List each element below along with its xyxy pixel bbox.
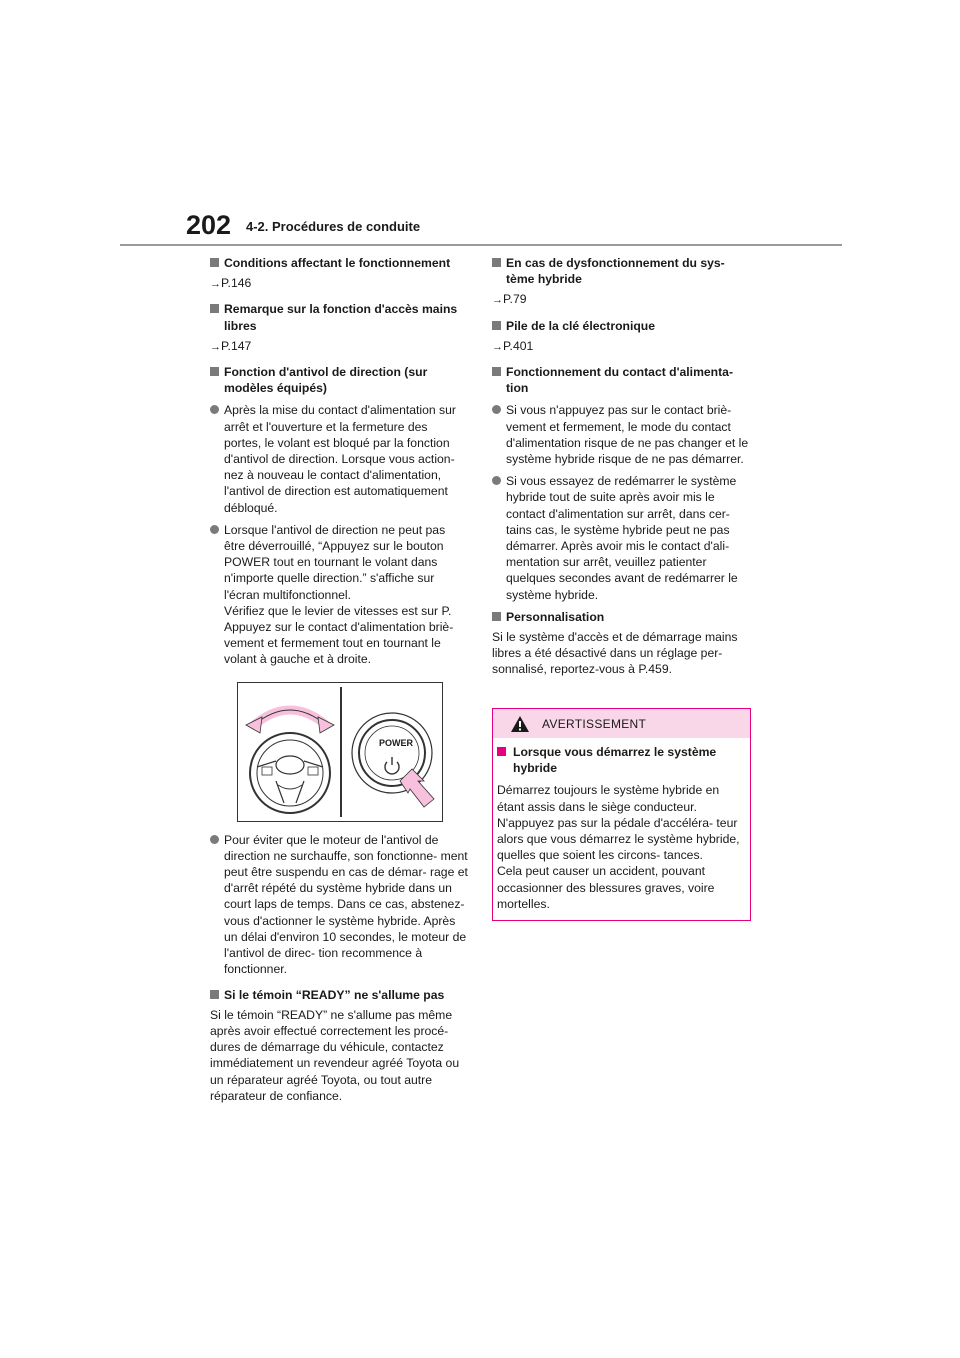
figure-divider: [340, 687, 342, 817]
heading-conditions: Conditions affectant le fonctionnement: [210, 255, 468, 271]
warning-box: [492, 708, 751, 921]
warning-text-1: Démarrez toujours le système hybride en étant assis dans le siège conducteur. N'appuyez pas sur la pédale d'accéléra- teur alors que vous démarrez le système hybride, quelles que soient les circons- tances.: [497, 783, 740, 863]
warning-title: AVERTISSEMENT: [542, 717, 647, 731]
section-title: 4-2. Procédures de conduite: [246, 219, 421, 234]
heading-personnalisation: Personnalisation: [492, 609, 750, 625]
heading-antivol: Fonction d'antivol de direction (sur modèles équipés): [210, 364, 468, 396]
bullet-antivol-3: Pour éviter que le moteur de l'antivol de direction ne surchauffe, son fonctionne- ment peut être suspendu en cas de démar- rage et d'arrêt répété du système hybride dans un court laps de temps. Dans ce cas, abstenez-vous d'actionner le système hybride. Après un délai d'environ 10 secondes, le moteur de l'antivol de direc- tion recommence à fonctionner.: [210, 832, 468, 978]
power-label: POWER: [379, 737, 414, 748]
left-column: [210, 255, 468, 1104]
bullet-contact-1: Si vous n'appuyez pas sur le contact briè- vement et fermement, le mode du contact d'alimentation risque de ne pas changer et le système hybride risque de ne pas démarrer.: [492, 402, 750, 467]
arrow-icon: →: [210, 340, 221, 353]
steering-power-illustration: [237, 682, 443, 822]
power-button-icon: [344, 685, 440, 821]
page-number: 202: [186, 210, 232, 240]
arrow-icon: →: [492, 294, 503, 307]
paragraph-ready: Si le témoin “READY” ne s'allume pas même après avoir effectué correctement les procé- dures de démarrage du véhicule, contactez immédiatement un revendeur agréé Toyota ou un réparateur agréé Toyota, ou tout autre réparateur de confiance.: [210, 1007, 460, 1103]
warning-header: [493, 709, 750, 738]
steering-wheel-icon: [240, 685, 340, 821]
reference-146: →P.146: [210, 276, 252, 291]
right-column: [492, 255, 750, 678]
bullet-antivol-2: Lorsque l'antivol de direction ne peut pas être déverrouillé, “Appuyez sur le bouton POWER tout en tournant le volant dans n'importe quelle direction.” s'affiche sur l'écran multifonctionnel. Vérifiez que le levier de vitesses est sur P. Appuyez sur le contact d'alimentation briè- vement et fermement tout en tournant le volant à gauche et à droite.: [210, 522, 468, 668]
heading-ready: Si le témoin “READY” ne s'allume pas: [210, 987, 468, 1003]
header-divider: [120, 244, 842, 246]
reference-79: →P.79: [492, 292, 527, 307]
arrow-icon: →: [492, 340, 503, 353]
reference-401: →P.401: [492, 338, 534, 353]
reference-147: →P.147: [210, 338, 252, 353]
bullet-antivol-1: Après la mise du contact d'alimentation sur arrêt et l'ouverture et la fermeture des portes, le volant est bloqué par la fonction d'antivol de direction. Lorsque vous action- nez à nouveau le contact d'alimentation, l'antivol de direction est automatiquement débloqué.: [210, 402, 468, 515]
heading-pile: Pile de la clé électronique: [492, 318, 750, 334]
warning-triangle-icon: [510, 715, 530, 733]
warning-heading: Lorsque vous démarrez le système hybride: [497, 744, 746, 776]
heading-contact: Fonctionnement du contact d'alimenta- tion: [492, 364, 750, 396]
paragraph-personnalisation: Si le système d'accès et de démarrage mains libres a été désactivé dans un réglage per- sonnalisé, reportez-vous à P.459.: [492, 630, 738, 677]
arrow-icon: →: [210, 278, 221, 291]
heading-mains-libres: Remarque sur la fonction d'accès mains libres: [210, 301, 468, 333]
warning-text-2: Cela peut causer un accident, pouvant occasionner des blessures graves, voire mortelles.: [497, 864, 715, 911]
bullet-contact-2: Si vous essayez de redémarrer le système hybride tout de suite après avoir mis le contact d'alimentation sur arrêt, dans cer- tains cas, le système hybride peut ne pas démarrer. Après avoir mis le contact d'ali- mentation sur arrêt, veuillez patienter quelques secondes avant de redémarrer le système hybride.: [492, 473, 750, 603]
heading-dysfonctionnement: En cas de dysfonctionnement du sys- tème hybride: [492, 255, 750, 287]
warning-body: [493, 738, 750, 920]
